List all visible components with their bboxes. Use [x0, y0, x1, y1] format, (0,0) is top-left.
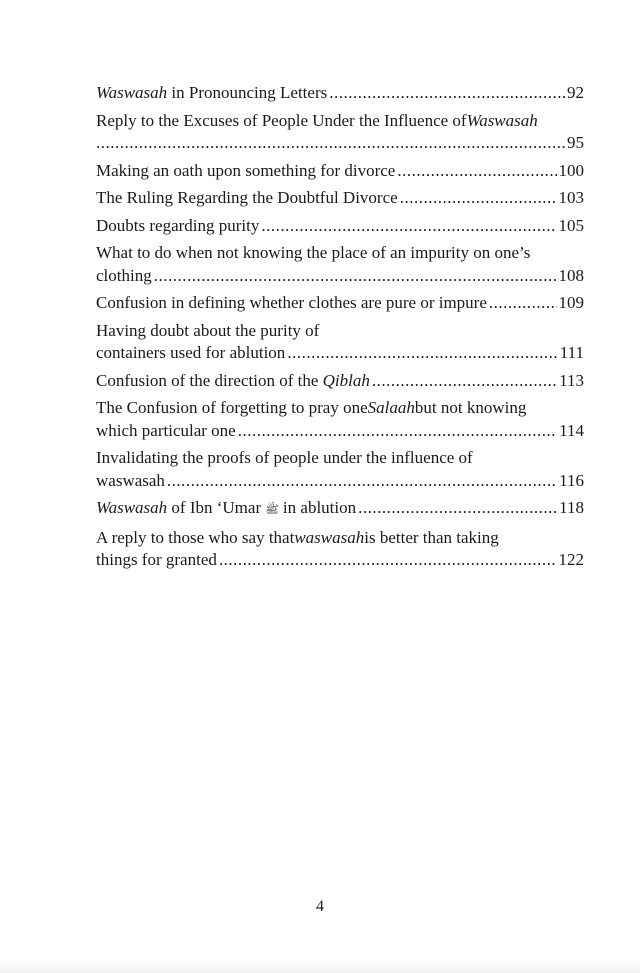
entry-title: Making an oath upon something for divorce	[96, 160, 396, 180]
toc-entry[interactable]	[96, 397, 584, 442]
leader-dots	[358, 497, 557, 520]
leader-dots	[400, 187, 557, 210]
page-ref: 95	[567, 133, 584, 152]
entry-title-italic: Waswasah	[96, 83, 168, 102]
entry-title-italic: waswasah	[294, 527, 365, 547]
entry-title: in ablution	[278, 498, 357, 517]
page-ref: 114	[559, 420, 584, 440]
entry-title-italic: Salaah	[367, 398, 415, 417]
toc-entry[interactable]	[96, 292, 584, 315]
page-ref: 105	[558, 215, 584, 235]
leader-dots	[96, 132, 565, 155]
page-ref: 103	[558, 188, 584, 207]
page-ref: 116	[559, 470, 584, 490]
toc-entry[interactable]	[96, 215, 584, 238]
scan-edge-shadow	[0, 958, 640, 973]
toc-entry[interactable]	[96, 370, 584, 393]
toc-entry[interactable]	[96, 527, 584, 572]
leader-dots	[167, 470, 557, 493]
entry-title: Confusion of the direction of the	[96, 370, 323, 390]
leader-dots	[219, 549, 557, 572]
page-ref: 92	[567, 83, 584, 102]
entry-title: The Confusion of forgetting to pray one	[96, 398, 368, 417]
leader-dots	[261, 215, 556, 238]
entry-title-italic: Qiblah	[322, 370, 370, 390]
entry-title-continued: containers used for ablution	[96, 343, 286, 362]
page-ref: 111	[559, 343, 584, 362]
toc-entry[interactable]	[96, 497, 584, 522]
entry-title: Reply to the Excuses of People Under the Influence of	[96, 110, 467, 130]
toc-entry[interactable]	[96, 242, 584, 287]
entry-title-continued: things for granted	[96, 550, 217, 569]
page-ref: 108	[558, 265, 584, 285]
entry-title: is better than taking	[364, 527, 499, 547]
entry-title: What to do when not knowing the place of an impurity on one’s	[96, 243, 531, 262]
entry-title: Doubts regarding purity	[96, 215, 260, 235]
entry-title: The Ruling Regarding the Doubtful Divorce	[96, 188, 398, 207]
entry-title: Invalidating the proofs of people under the influence of	[96, 448, 473, 467]
honorific-glyph: ﷺ	[265, 504, 279, 516]
page-ref: 100	[558, 160, 584, 180]
entry-title: but not knowing	[414, 398, 527, 417]
toc-entry[interactable]	[96, 187, 584, 210]
entry-title-continued: which particular one	[96, 420, 236, 440]
page-ref: 118	[559, 498, 584, 517]
entry-title-italic: Waswasah	[96, 498, 168, 517]
toc-entry[interactable]	[96, 160, 584, 183]
page-ref: 122	[558, 550, 584, 569]
leader-dots	[372, 370, 557, 393]
entry-title-italic: Waswasah	[466, 110, 538, 130]
leader-dots	[397, 160, 556, 183]
leader-dots	[238, 420, 557, 443]
page-ref: 109	[558, 293, 584, 312]
entry-title-continued: waswasah	[96, 470, 165, 490]
page-ref: 113	[559, 370, 584, 390]
entry-title: Having doubt about the purity of	[96, 320, 320, 340]
toc-entry[interactable]	[96, 447, 584, 492]
entry-title: of Ibn ‘Umar	[167, 498, 266, 517]
leader-dots	[329, 82, 565, 105]
leader-dots	[287, 342, 557, 365]
entry-title-continued: clothing	[96, 265, 152, 285]
table-of-contents	[96, 82, 584, 577]
toc-entry[interactable]	[96, 82, 584, 105]
toc-entry[interactable]	[96, 320, 584, 365]
entry-title: Confusion in defining whether clothes are pure or impure	[96, 293, 487, 312]
page-number: 4	[316, 898, 324, 915]
leader-dots	[154, 265, 557, 288]
entry-title: A reply to those who say that	[96, 527, 295, 547]
leader-dots	[489, 292, 557, 315]
toc-entry[interactable]	[96, 110, 584, 155]
entry-title: in Pronouncing Letters	[167, 83, 328, 102]
